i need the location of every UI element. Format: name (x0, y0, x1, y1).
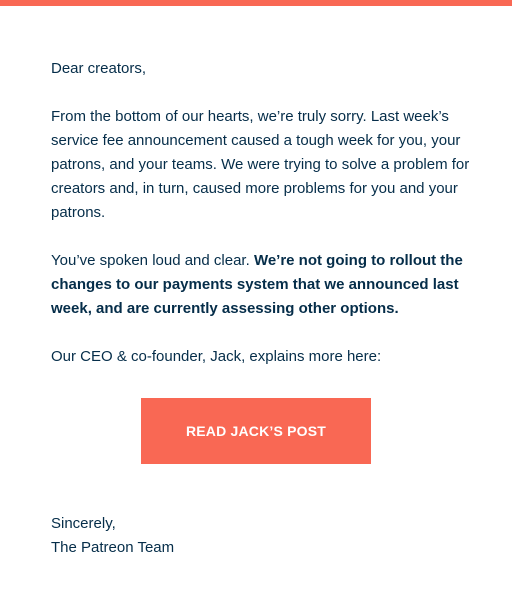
apology-paragraph: From the bottom of our hearts, we’re truly sorry. Last week’s service fee announcement caused a tough week for you, your patrons, and your teams. We were trying to solve a problem for creators and, in turn, caused more problems for you and your patrons. (51, 108, 470, 221)
greeting-text: Dear creators, (51, 60, 147, 77)
response-intro-text: You’ve spoken loud and clear. (51, 252, 254, 269)
signature-text: The Patreon Team (51, 539, 175, 556)
response-bold-text: We’re not going to rollout the changes to our payments system that we announced last week, and are currently assessing other options. (51, 252, 463, 317)
response-paragraph (51, 249, 471, 321)
letter-body (51, 57, 471, 369)
read-jacks-post-button[interactable]: READ JACK’S POST (141, 398, 371, 464)
ceo-line: Our CEO & co-founder, Jack, explains more here: (51, 348, 382, 365)
closing-text: Sincerely, (51, 515, 116, 532)
cta-container (141, 398, 371, 464)
top-accent-bar (0, 0, 512, 6)
signoff (51, 512, 174, 560)
